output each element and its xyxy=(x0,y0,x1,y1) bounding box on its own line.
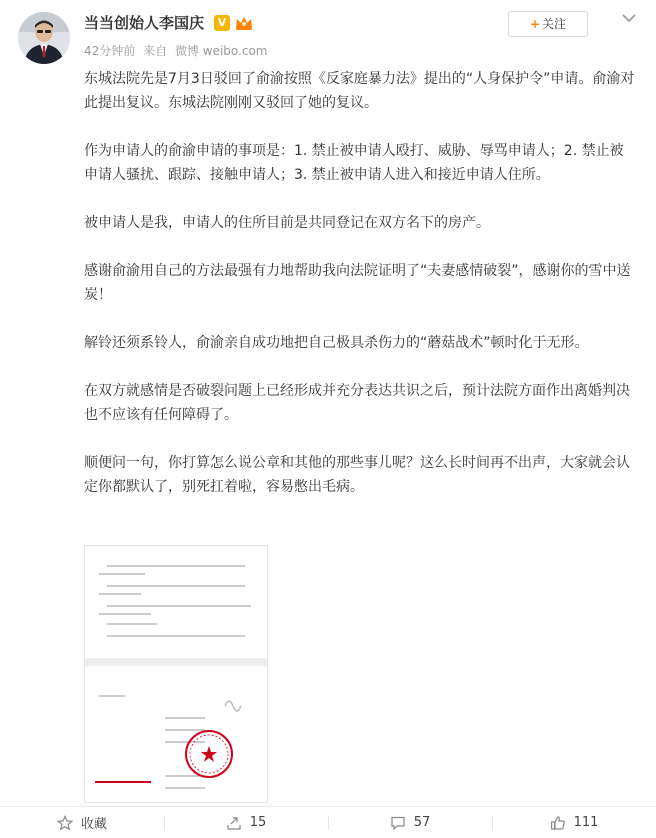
post-time[interactable]: 42分钟前 xyxy=(84,44,136,58)
post-meta xyxy=(84,43,272,59)
follow-button[interactable] xyxy=(508,11,588,37)
post-paragraph: 作为申请人的俞渝申请的事项是：1. 禁止被申请人殴打、威胁、辱骂申请人；2. 禁止被申请人骚扰、跟踪、接触申请人；3. 禁止被申请人进入和接近申请人住所。 xyxy=(84,143,624,183)
chevron-down-icon[interactable] xyxy=(620,10,638,24)
favorite-button[interactable] xyxy=(0,807,164,838)
plus-icon: + xyxy=(529,17,541,31)
repost-icon xyxy=(226,815,242,831)
username[interactable]: 当当创始人李国庆 xyxy=(84,14,205,32)
post-paragraph: 顺便问一句，你打算怎么说公章和其他的那些事儿呢？这么长时间再不出声，大家就会认定你都默认了，别死扛着啦，容易憋出毛病。 xyxy=(84,455,630,495)
favorite-label: 收藏 xyxy=(80,817,107,832)
avatar[interactable] xyxy=(18,12,70,64)
verified-icon: V xyxy=(214,15,230,31)
source-prefix: 来自 xyxy=(143,44,168,58)
post-paragraph: 在双方就感情是否破裂问题上已经形成并充分表达共识之后，预计法院方面作出离婚判决也不应该有任何障碍了。 xyxy=(84,383,630,423)
like-button[interactable] xyxy=(492,807,656,838)
post-paragraph: 被申请人是我，申请人的住所目前是共同登记在双方名下的房产。 xyxy=(84,215,490,231)
comment-icon xyxy=(390,815,406,831)
post-paragraph: 东城法院先是7月3日驳回了俞渝按照《反家庭暴力法》提出的“人身保护令”申请。俞渝对此提出复议。东城法院刚刚又驳回了她的复议。 xyxy=(84,71,635,111)
post-text xyxy=(84,67,636,499)
repost-button[interactable] xyxy=(164,807,328,838)
star-icon xyxy=(57,815,73,831)
follow-label: 关注 xyxy=(542,17,567,31)
post-paragraph: 解铃还须系铃人，俞渝亲自成功地把自己极具杀伤力的“蘑菇战术”顿时化于无形。 xyxy=(84,335,589,351)
like-count: 111 xyxy=(573,815,599,830)
comment-count: 57 xyxy=(413,815,431,830)
member-level-icon xyxy=(234,15,254,31)
post-paragraph: 感谢俞渝用自己的方法最强有力地帮助我向法院证明了“夫妻感情破裂”，感谢你的雪中送炭！ xyxy=(84,263,631,303)
comment-button[interactable] xyxy=(328,807,492,838)
court-document-image[interactable] xyxy=(84,545,268,803)
thumbs-up-icon xyxy=(550,815,566,831)
action-bar xyxy=(0,806,656,838)
post-source[interactable]: 微博 weibo.com xyxy=(174,44,268,58)
repost-count: 15 xyxy=(249,815,267,830)
